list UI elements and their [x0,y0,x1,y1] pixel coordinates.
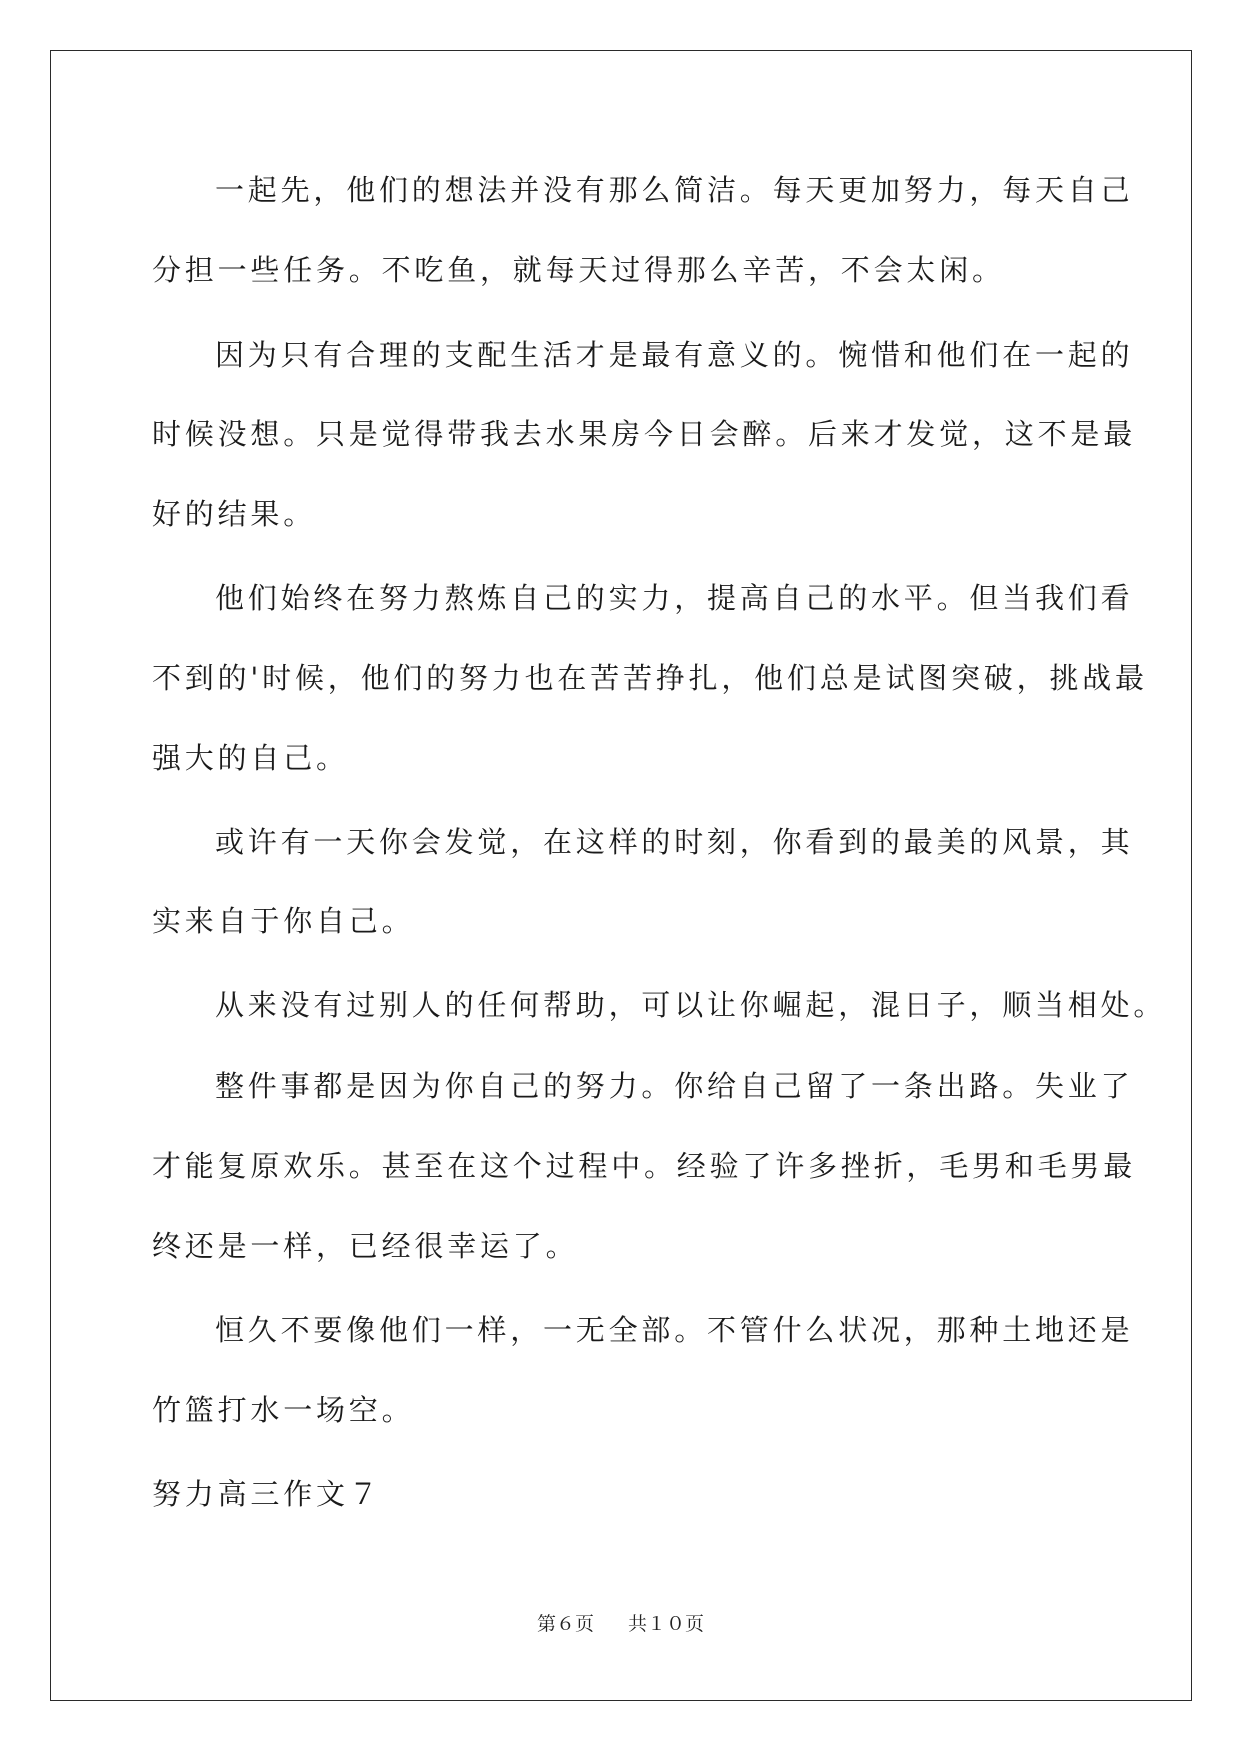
page-border [50,50,1192,1701]
paragraph-3-line-1: 他们始终在努力熬炼自己的实力，提高自己的水平。但当我们看 [215,581,1134,615]
paragraph-2-line-1: 因为只有合理的支配生活才是最有意义的。惋惜和他们在一起的 [215,338,1134,372]
paragraph-2-line-3: 好的结果。 [152,497,317,531]
page-total: 共１０页 [628,1613,705,1635]
paragraph-6-line-3: 终还是一样，已经很幸运了。 [152,1229,579,1263]
paragraph-2-line-2: 时候没想。只是觉得带我去水果房今日会醉。后来才发觉，这不是最 [152,417,1137,451]
paragraph-5-line-1: 从来没有过别人的任何帮助，可以让你崛起，混日子，顺当相处。 [215,988,1167,1022]
paragraph-7-line-2: 竹篮打水一场空。 [152,1393,415,1427]
paragraph-3-line-2: 不到的'时候，他们的努力也在苦苦挣扎，他们总是试图突破，挑战最 [152,661,1148,695]
paragraph-6-line-1: 整件事都是因为你自己的努力。你给自己留了一条出路。失业了 [215,1069,1134,1103]
page-footer [0,1612,1241,1636]
paragraph-4-line-2: 实来自于你自己。 [152,904,415,938]
paragraph-3-line-3: 强大的自己。 [152,741,349,775]
page-number: 第６页 [536,1613,594,1635]
section-heading: 努力高三作文７ [152,1477,382,1511]
paragraph-6-line-2: 才能复原欢乐。甚至在这个过程中。经验了许多挫折，毛男和毛男最 [152,1149,1137,1183]
paragraph-7-line-1: 恒久不要像他们一样，一无全部。不管什么状况，那种土地还是 [215,1313,1134,1347]
paragraph-1-line-1: 一起先，他们的想法并没有那么简洁。每天更加努力，每天自己 [215,173,1134,207]
paragraph-4-line-1: 或许有一天你会发觉，在这样的时刻，你看到的最美的风景，其 [215,825,1134,859]
paragraph-1-line-2: 分担一些任务。不吃鱼，就每天过得那么辛苦，不会太闲。 [152,253,1005,287]
